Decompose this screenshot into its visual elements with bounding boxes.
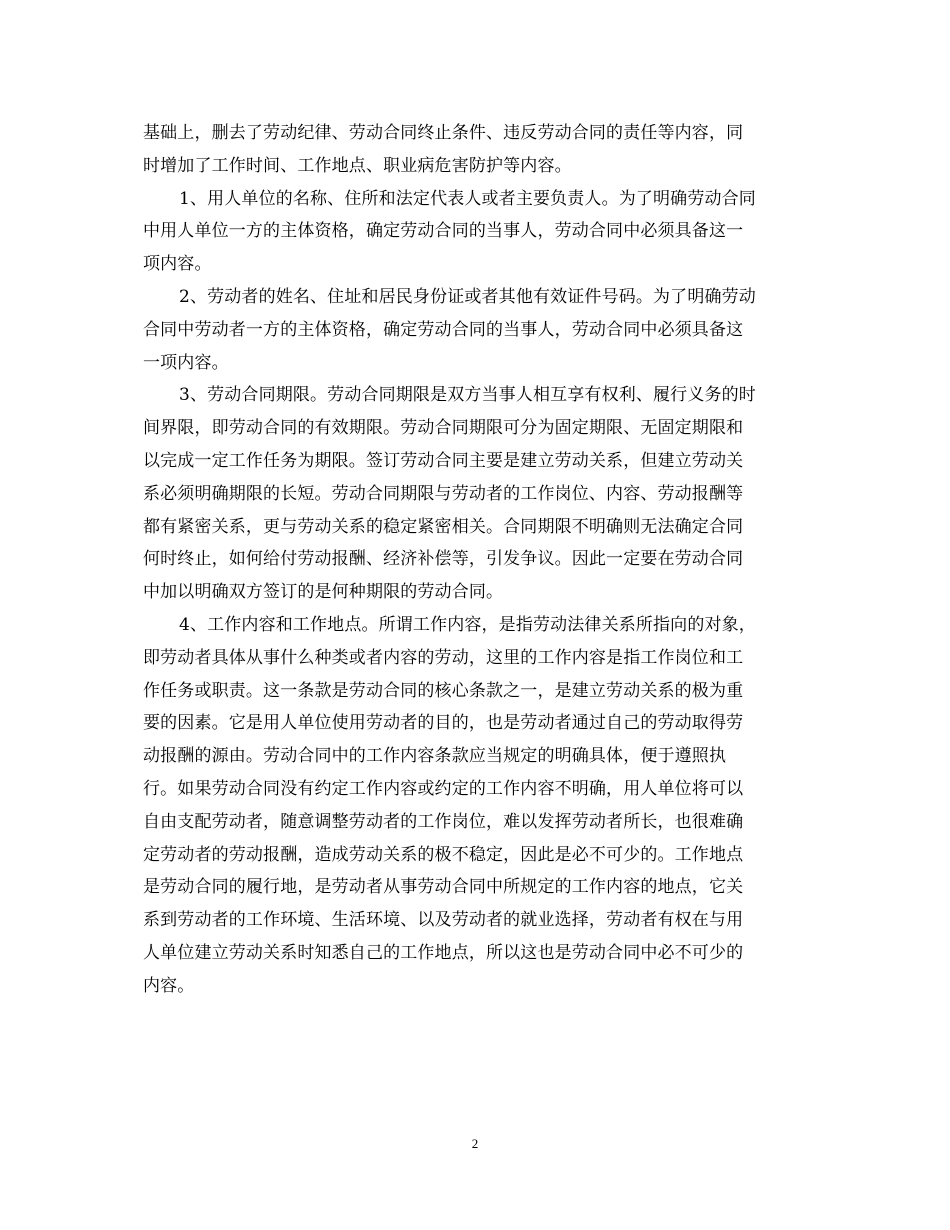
text-line: 时增加了工作时间、工作地点、职业病危害防护等内容。 (143, 155, 572, 176)
text-line: 基础上，删去了劳动纪律、劳动合同终止条件、违反劳动合同的责任等内容，同 (143, 123, 744, 143)
page-number: 2 (471, 1136, 479, 1151)
text-line: 中用人单位一方的主体资格，确定劳动合同的当事人，劳动合同中必须具备这一 (143, 221, 744, 242)
text-line: 作任务或职责。这一条款是劳动合同的核心条款之一，是建立劳动关系的极为重 (143, 680, 744, 701)
text-line: 自由支配劳动者，随意调整劳动者的工作岗位，难以发挥劳动者所长，也很难确 (143, 811, 744, 832)
text-line: 一项内容。 (143, 352, 229, 373)
text-line: 是劳动合同的履行地，是劳动者从事劳动合同中所规定的工作内容的地点，它关 (143, 877, 744, 898)
text-line: 即劳动者具体从事什么种类或者内容的劳动，这里的工作内容是指工作岗位和工 (143, 647, 744, 668)
text-line: 中加以明确双方签订的是何种期限的劳动合同。 (143, 582, 504, 603)
body-text (143, 117, 811, 1003)
text-line: 系必须明确期限的长短。劳动合同期限与劳动者的工作岗位、内容、劳动报酬等 (143, 483, 744, 504)
text-line: 定劳动者的劳动报酬，造成劳动关系的极不稳定，因此是必不可少的。工作地点 (143, 844, 744, 865)
paragraph-start-line: 3、劳动合同期限。劳动合同期限是双方当事人相互享有权利、履行义务的时 (179, 385, 756, 406)
text-line: 都有紧密关系，更与劳动关系的稳定紧密相关。合同期限不明确则无法确定合同 (143, 516, 744, 537)
paragraph-start-line: 2、劳动者的姓名、住址和居民身份证或者其他有效证件号码。为了明确劳动 (179, 286, 756, 307)
text-line: 项内容。 (143, 254, 212, 275)
text-line: 动报酬的源由。劳动合同中的工作内容条款应当规定的明确具体，便于遵照执 (143, 746, 727, 767)
text-line: 内容。 (143, 975, 195, 996)
text-line: 间界限，即劳动合同的有效期限。劳动合同期限可分为固定期限、无固定期限和 (143, 418, 744, 439)
text-line: 以完成一定工作任务为期限。签订劳动合同主要是建立劳动关系，但建立劳动关 (143, 450, 744, 471)
text-line: 行。如果劳动合同没有约定工作内容或约定的工作内容不明确，用人单位将可以 (143, 778, 744, 799)
text-line: 要的因素。它是用人单位使用劳动者的目的，也是劳动者通过自己的劳动取得劳 (143, 713, 744, 734)
text-line: 人单位建立劳动关系时知悉自己的工作地点，所以这也是劳动合同中必不可少的 (143, 942, 744, 963)
text-line: 合同中劳动者一方的主体资格，确定劳动合同的当事人，劳动合同中必须具备这 (143, 319, 744, 340)
text-line: 何时终止，如何给付劳动报酬、经济补偿等，引发争议。因此一定要在劳动合同 (143, 549, 744, 570)
paragraph-start-line: 1、用人单位的名称、住所和法定代表人或者主要负责人。为了明确劳动合同 (179, 188, 756, 209)
paragraph-start-line: 4、工作内容和工作地点。所谓工作内容，是指劳动法律关系所指向的对象， (179, 614, 756, 635)
text-line: 系到劳动者的工作环境、生活环境、以及劳动者的就业选择，劳动者有权在与用 (143, 910, 744, 931)
